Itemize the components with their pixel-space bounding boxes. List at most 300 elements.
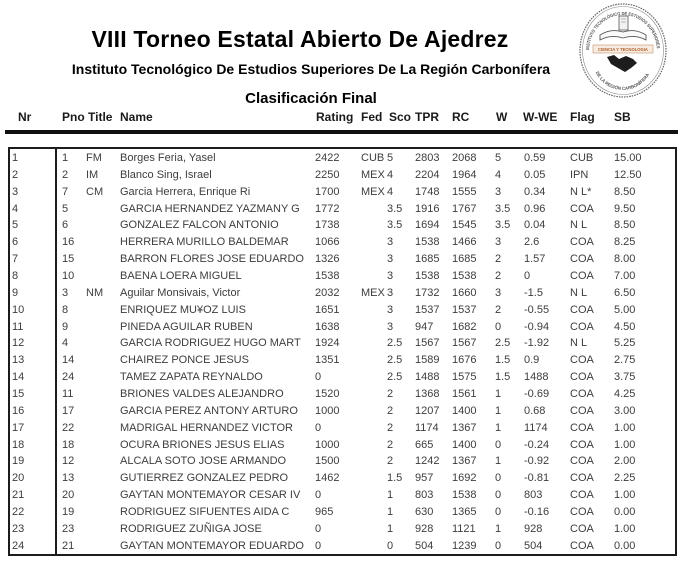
cell-nr: 1	[12, 152, 19, 164]
cell-pno: 7	[62, 185, 69, 198]
cell-tpr: 665	[415, 438, 434, 451]
institute-seal-logo	[578, 2, 668, 99]
cell-w: 0	[495, 506, 502, 519]
cell-name: CHAIREZ PONCE JESUS	[120, 354, 249, 367]
cell-w-we: 1174	[524, 421, 548, 434]
cell-title: CM	[86, 185, 104, 198]
table-row	[10, 470, 675, 487]
col-header-tpr: TPR	[415, 110, 439, 124]
cell-tpr: 1694	[415, 219, 440, 232]
col-header-fed: Fed	[361, 110, 383, 124]
cell-rating: 1462	[315, 472, 340, 485]
cell-rc: 1400	[452, 438, 477, 451]
header-rule	[5, 130, 678, 134]
cell-w: 4	[495, 168, 502, 181]
cell-flag: N L	[570, 219, 588, 232]
cell-rating: 0	[315, 539, 322, 552]
cell-rc: 1575	[452, 371, 477, 384]
cell-sb: 9.50	[614, 202, 636, 215]
table-row	[10, 285, 675, 302]
cell-tpr: 1242	[415, 455, 440, 468]
cell-rc: 1567	[452, 337, 477, 350]
cell-nr: 14	[12, 371, 25, 384]
cell-w: 3.5	[495, 202, 511, 215]
cell-rc: 1537	[452, 303, 477, 316]
cell-sco: 2	[387, 404, 394, 417]
cell-w-we: 803	[524, 489, 543, 502]
table-row	[10, 150, 675, 167]
table-row	[10, 251, 675, 268]
cell-title: NM	[86, 286, 104, 299]
cell-w-we: 928	[524, 522, 543, 535]
cell-title: FM	[86, 152, 102, 164]
cell-pno: 8	[62, 303, 69, 316]
cell-name: GARCIA PEREZ ANTONY ARTURO	[120, 404, 298, 417]
cell-pno: 17	[62, 404, 75, 417]
cell-nr: 15	[12, 388, 25, 401]
cell-rc: 1365	[452, 506, 477, 519]
cell-flag: COA	[570, 354, 594, 367]
cell-rating: 1738	[315, 219, 340, 232]
cell-sco: 1	[387, 522, 394, 535]
cell-tpr: 630	[415, 506, 434, 519]
table-row	[10, 217, 675, 234]
cell-name: Garcia Herrera, Enrique Ri	[120, 185, 251, 198]
cell-w: 1	[495, 388, 502, 401]
cell-w-we: 0.04	[524, 219, 546, 232]
table-row	[10, 268, 675, 285]
cell-sco: 4	[387, 168, 394, 181]
cell-rating: 1520	[315, 388, 340, 401]
cell-sco: 4	[387, 185, 394, 198]
cell-w: 2	[495, 253, 502, 266]
cell-sco: 3.5	[387, 219, 403, 232]
cell-rating: 1351	[315, 354, 340, 367]
cell-nr: 22	[12, 506, 25, 519]
cell-rating: 1500	[315, 455, 340, 468]
cell-name: GUTIERREZ GONZALEZ PEDRO	[120, 472, 289, 485]
cell-flag: IPN	[570, 168, 589, 181]
cell-sb: 4.50	[614, 320, 636, 333]
cell-flag: N L	[570, 337, 588, 350]
table-row	[10, 369, 675, 386]
cell-title: IM	[86, 168, 99, 181]
col-header-name: Name	[120, 110, 153, 124]
cell-pno: 1	[62, 152, 69, 164]
cell-rating: 0	[315, 371, 322, 384]
cell-tpr: 803	[415, 489, 434, 502]
cell-w-we: 1488	[524, 371, 549, 384]
cell-tpr: 1488	[415, 371, 440, 384]
cell-flag: COA	[570, 202, 594, 215]
cell-name: GONZALEZ FALCON ANTONIO	[120, 219, 279, 232]
cell-nr: 21	[12, 489, 25, 502]
cell-nr: 6	[12, 236, 19, 249]
cell-tpr: 1589	[415, 354, 440, 367]
cell-nr: 5	[12, 219, 19, 232]
cell-flag: COA	[570, 320, 594, 333]
cell-flag: COA	[570, 388, 594, 401]
cell-nr: 12	[12, 337, 25, 350]
cell-name: Borges Feria, Yasel	[120, 152, 216, 164]
seal-open-book-shape	[600, 31, 646, 40]
table-row	[10, 302, 675, 319]
cell-w: 1	[495, 421, 502, 434]
cell-nr: 17	[12, 421, 25, 434]
cell-name: PINEDA AGUILAR RUBEN	[120, 320, 253, 333]
cell-pno: 24	[62, 371, 75, 384]
cell-flag: N L	[570, 286, 588, 299]
cell-tpr: 1748	[415, 185, 440, 198]
cell-w-we: 0.96	[524, 202, 546, 215]
table-row	[10, 386, 675, 403]
cell-pno: 6	[62, 219, 69, 232]
cell-nr: 2	[12, 168, 19, 181]
cell-fed: MEX	[361, 168, 385, 181]
cell-w-we: -0.92	[524, 455, 550, 468]
table-row	[10, 184, 675, 201]
section-title: Clasificación Final	[245, 90, 377, 107]
cell-w-we: 0.05	[524, 168, 546, 181]
cell-flag: COA	[570, 303, 594, 316]
cell-rating: 1638	[315, 320, 340, 333]
cell-w-we: -0.24	[524, 438, 550, 451]
cell-nr: 20	[12, 472, 25, 485]
cell-sb: 8.00	[614, 253, 636, 266]
cell-rc: 1682	[452, 320, 477, 333]
cell-w: 1.5	[495, 371, 511, 384]
cell-w-we: -0.16	[524, 506, 550, 519]
cell-flag: COA	[570, 421, 594, 434]
cell-w: 3	[495, 185, 502, 198]
cell-tpr: 1368	[415, 388, 440, 401]
col-header-rc: RC	[452, 110, 470, 124]
table-row	[10, 504, 675, 521]
page-subtitle: Instituto Tecnológico De Estudios Superiores De La Región Carbonífera	[71, 61, 551, 77]
cell-name: HERRERA MURILLO BALDEMAR	[120, 236, 289, 249]
cell-sb: 1.00	[614, 522, 636, 535]
cell-pno: 15	[62, 253, 75, 266]
cell-w: 1.5	[495, 354, 511, 367]
cell-pno: 2	[62, 168, 69, 181]
cell-pno: 16	[62, 236, 75, 249]
cell-flag: COA	[570, 472, 594, 485]
cell-nr: 4	[12, 202, 19, 215]
cell-w-we: 2.6	[524, 236, 540, 249]
table-row	[10, 403, 675, 420]
cell-name: ENRIQUEZ MU¥OZ LUIS	[120, 303, 246, 316]
cell-pno: 3	[62, 286, 69, 299]
cell-w-we: 504	[524, 539, 543, 552]
cell-tpr: 1916	[415, 202, 440, 215]
cell-rating: 0	[315, 522, 322, 535]
cell-rc: 1400	[452, 404, 477, 417]
cell-w-we: -1.5	[524, 286, 543, 299]
cell-sco: 2.5	[387, 337, 403, 350]
cell-rc: 1239	[452, 539, 477, 552]
cell-sb: 5.25	[614, 337, 636, 350]
seal-banner-text: CIENCIA Y TECNOLOGIA	[598, 47, 648, 52]
table-row	[10, 201, 675, 218]
cell-nr: 24	[12, 539, 25, 552]
cell-flag: COA	[570, 371, 594, 384]
cell-name: RODRIGUEZ SIFUENTES AIDA C	[120, 506, 290, 519]
cell-flag: COA	[570, 489, 594, 502]
cell-nr: 7	[12, 253, 19, 266]
table-row	[10, 234, 675, 251]
cell-w: 0	[495, 472, 502, 485]
cell-pno: 9	[62, 320, 69, 333]
cell-flag: COA	[570, 438, 594, 451]
cell-w-we: -1.92	[524, 337, 550, 350]
cell-name: GAYTAN MONTEMAYOR EDUARDO	[120, 539, 304, 552]
cell-rating: 1538	[315, 270, 340, 283]
cell-sco: 1.5	[387, 472, 403, 485]
cell-pno: 23	[62, 522, 75, 535]
cell-nr: 19	[12, 455, 25, 468]
cell-sco: 3	[387, 253, 394, 266]
cell-rc: 1367	[452, 421, 477, 434]
cell-sco: 2	[387, 388, 394, 401]
cell-w: 3.5	[495, 219, 511, 232]
table-row	[10, 420, 675, 437]
cell-sb: 0.00	[614, 506, 636, 519]
col-header-rating: Rating	[316, 110, 354, 124]
cell-sb: 3.75	[614, 371, 636, 384]
cell-w-we: 0.9	[524, 354, 540, 367]
cell-w: 1	[495, 455, 502, 468]
cell-sco: 2.5	[387, 371, 403, 384]
cell-rating: 1700	[315, 185, 340, 198]
col-header-w-we: W-WE	[523, 110, 558, 124]
results-rows	[10, 149, 675, 554]
cell-rc: 1555	[452, 185, 477, 198]
cell-sb: 15.00	[614, 152, 642, 164]
cell-rating: 0	[315, 421, 322, 434]
cell-flag: COA	[570, 522, 594, 535]
cell-name: Aguilar Monsivais, Victor	[120, 286, 241, 299]
cell-rc: 1964	[452, 168, 477, 181]
cell-w-we: 0	[524, 270, 531, 283]
cell-pno: 14	[62, 354, 75, 367]
cell-w: 5	[495, 152, 502, 164]
cell-sco: 2.5	[387, 354, 403, 367]
cell-sb: 2.75	[614, 354, 636, 367]
cell-sb: 2.00	[614, 455, 636, 468]
table-row	[10, 487, 675, 504]
cell-flag: COA	[570, 270, 594, 283]
cell-sb: 1.00	[614, 489, 636, 502]
cell-rc: 1767	[452, 202, 477, 215]
table-row	[10, 319, 675, 336]
cell-w: 3	[495, 286, 502, 299]
col-header-title: Title	[88, 110, 113, 124]
cell-sco: 1	[387, 506, 394, 519]
cell-tpr: 1567	[415, 337, 440, 350]
cell-tpr: 928	[415, 522, 434, 535]
cell-sb: 3.00	[614, 404, 636, 417]
cell-w: 3	[495, 236, 502, 249]
cell-name: TAMEZ ZAPATA REYNALDO	[120, 371, 263, 384]
cell-w-we: -0.55	[524, 303, 550, 316]
cell-rating: 1000	[315, 404, 340, 417]
cell-pno: 12	[62, 455, 75, 468]
cell-tpr: 957	[415, 472, 434, 485]
cell-rc: 1538	[452, 489, 477, 502]
cell-fed: CUB	[361, 152, 385, 164]
cell-sco: 3.5	[387, 202, 403, 215]
cell-sco: 2	[387, 438, 394, 451]
cell-name: OCURA BRIONES JESUS ELIAS	[120, 438, 285, 451]
cell-tpr: 504	[415, 539, 434, 552]
cell-pno: 13	[62, 472, 75, 485]
cell-rating: 1651	[315, 303, 340, 316]
cell-sb: 6.50	[614, 286, 636, 299]
cell-tpr: 1207	[415, 404, 440, 417]
cell-w-we: -0.94	[524, 320, 550, 333]
cell-pno: 19	[62, 506, 75, 519]
col-header-sb: SB	[614, 110, 631, 124]
cell-sb: 5.00	[614, 303, 636, 316]
table-header-row	[0, 110, 694, 128]
col-header-pno: Pno	[62, 110, 85, 124]
cell-rc: 1561	[452, 388, 477, 401]
cell-sb: 8.25	[614, 236, 636, 249]
cell-w-we: -0.69	[524, 388, 550, 401]
cell-tpr: 1537	[415, 303, 440, 316]
cell-w-we: -0.81	[524, 472, 550, 485]
cell-rc: 1121	[452, 522, 476, 535]
cell-tpr: 1538	[415, 236, 440, 249]
table-row	[10, 521, 675, 538]
cell-rc: 1685	[452, 253, 477, 266]
cell-rating: 1326	[315, 253, 340, 266]
cell-rc: 2068	[452, 152, 477, 164]
cell-w: 1	[495, 404, 502, 417]
col-header-nr: Nr	[18, 110, 32, 124]
cell-sb: 4.25	[614, 388, 636, 401]
cell-sb: 8.50	[614, 185, 636, 198]
results-table	[8, 147, 677, 556]
cell-pno: 22	[62, 421, 75, 434]
table-row	[10, 437, 675, 454]
cell-flag: COA	[570, 236, 594, 249]
cell-rating: 2250	[315, 168, 340, 181]
cell-sb: 2.25	[614, 472, 636, 485]
cell-tpr: 1174	[415, 421, 439, 434]
cell-nr: 11	[12, 320, 24, 333]
cell-flag: COA	[570, 253, 594, 266]
cell-sco: 3	[387, 320, 394, 333]
seal-tower-shape	[619, 16, 628, 30]
cell-flag: COA	[570, 404, 594, 417]
cell-w: 2	[495, 303, 502, 316]
cell-sb: 1.00	[614, 421, 636, 434]
cell-rating: 2032	[315, 286, 340, 299]
cell-rating: 0	[315, 489, 322, 502]
cell-nr: 3	[12, 185, 19, 198]
page-title: VIII Torneo Estatal Abierto De Ajedrez	[91, 26, 509, 52]
col-header-w: W	[496, 110, 508, 124]
cell-name: BAENA LOERA MIGUEL	[120, 270, 242, 283]
cell-nr: 13	[12, 354, 25, 367]
cell-name: BARRON FLORES JOSE EDUARDO	[120, 253, 304, 266]
cell-nr: 8	[12, 270, 19, 283]
cell-sb: 12.50	[614, 168, 642, 181]
cell-nr: 10	[12, 303, 25, 316]
cell-flag: N L*	[570, 185, 592, 198]
cell-name: MADRIGAL HERNANDEZ VICTOR	[120, 421, 293, 434]
cell-pno: 10	[62, 270, 75, 283]
cell-pno: 21	[62, 539, 75, 552]
cell-sb: 1.00	[614, 438, 636, 451]
cell-rc: 1692	[452, 472, 477, 485]
cell-sco: 5	[387, 152, 394, 164]
cell-sco: 3	[387, 270, 394, 283]
cell-w: 2	[495, 270, 502, 283]
table-row	[10, 167, 675, 184]
cell-sco: 2	[387, 421, 394, 434]
cell-rc: 1676	[452, 354, 477, 367]
cell-sco: 0	[387, 539, 394, 552]
cell-rating: 2422	[315, 152, 340, 164]
cell-w: 0	[495, 320, 502, 333]
col-header-flag: Flag	[570, 110, 595, 124]
cell-sco: 2	[387, 455, 394, 468]
cell-nr: 9	[12, 286, 19, 299]
seal-map-silhouette	[607, 55, 637, 72]
cell-rc: 1660	[452, 286, 477, 299]
cell-flag: CUB	[570, 152, 594, 164]
cell-rc: 1367	[452, 455, 477, 468]
cell-rating: 1000	[315, 438, 340, 451]
cell-w-we: 1.57	[524, 253, 546, 266]
seal-ring-text-top: INSTITUTO TECNOLÓGICO DE ESTUDIOS SUPERIORES	[585, 10, 661, 51]
cell-sb: 0.00	[614, 539, 636, 552]
cell-pno: 20	[62, 489, 75, 502]
col-header-sco: Sco	[389, 110, 412, 124]
cell-nr: 16	[12, 404, 25, 417]
cell-name: GARCIA RODRIGUEZ HUGO MART	[120, 337, 301, 350]
cell-sco: 3	[387, 303, 394, 316]
cell-w-we: 0.34	[524, 185, 546, 198]
cell-rating: 1066	[315, 236, 340, 249]
cell-pno: 18	[62, 438, 75, 451]
cell-rc: 1466	[452, 236, 477, 249]
cell-flag: COA	[570, 539, 594, 552]
cell-rc: 1538	[452, 270, 477, 283]
cell-w: 0	[495, 438, 502, 451]
cell-tpr: 1732	[415, 286, 440, 299]
cell-fed: MEX	[361, 185, 385, 198]
cell-rating: 965	[315, 506, 334, 519]
table-row	[10, 335, 675, 352]
cell-rating: 1772	[315, 202, 340, 215]
cell-w-we: 0.68	[524, 404, 546, 417]
cell-flag: COA	[570, 455, 594, 468]
cell-rating: 1924	[315, 337, 340, 350]
table-row	[10, 352, 675, 369]
cell-tpr: 1685	[415, 253, 440, 266]
cell-rc: 1545	[452, 219, 477, 232]
cell-sco: 3	[387, 286, 394, 299]
cell-name: BRIONES VALDES ALEJANDRO	[120, 388, 284, 401]
cell-pno: 11	[62, 388, 74, 401]
cell-name: GAYTAN MONTEMAYOR CESAR IV	[120, 489, 301, 502]
cell-sb: 7.00	[614, 270, 636, 283]
cell-nr: 18	[12, 438, 25, 451]
seal-ring-text-bottom: DE LA REGIÓN CARBONÍFERA	[594, 70, 651, 92]
